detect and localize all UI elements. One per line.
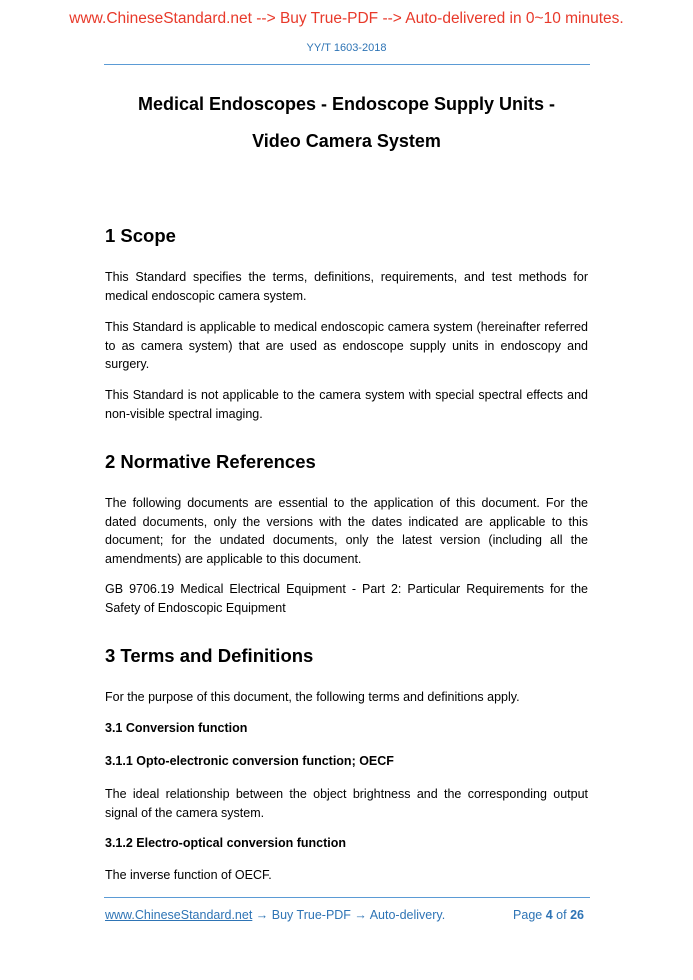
footer-divider xyxy=(104,897,590,898)
references-paragraph-2: GB 9706.19 Medical Electrical Equipment - Part 2: Particular Requirements for the Safety of Endoscopic Equipment xyxy=(105,582,588,615)
page-of: of xyxy=(556,908,567,922)
scope-paragraph-3: This Standard is not applicable to the camera system with special spectral effects and non-visible spectral imaging. xyxy=(105,388,588,421)
definition-3-1-2: The inverse function of OECF. xyxy=(105,868,272,882)
page-total: 26 xyxy=(570,908,584,922)
document-number: YY/T 1603-2018 xyxy=(306,42,387,54)
footer-trail-text: → Buy True-PDF → Auto-delivery. xyxy=(252,908,446,922)
page-indicator xyxy=(513,908,584,922)
scope-paragraph-1: This Standard specifies the terms, definitions, requirements, and test methods for medical endoscopic camera system. xyxy=(105,270,588,303)
subsection-heading-3-1-2: 3.1.2 Electro-optical conversion function xyxy=(105,836,347,850)
page-footer xyxy=(105,908,588,922)
scope-paragraph-2: This Standard is applicable to medical endoscopic camera system (hereinafter referred to as camera system) that are used as endoscope supply units in endoscopy and surgery. xyxy=(105,320,588,371)
header-divider xyxy=(104,64,590,65)
references-paragraph-1: The following documents are essential to the application of this document. For the dated documents, only the versions with the dates indicated are applicable to this document; for the undated documents, only the latest version (including all the amendments) are applicable to this document. xyxy=(105,496,588,566)
document-title-line-2: Video Camera System xyxy=(252,131,441,151)
footer-site-link[interactable]: www.ChineseStandard.net xyxy=(105,908,253,922)
terms-paragraph-1: For the purpose of this document, the following terms and definitions apply. xyxy=(105,690,520,704)
page-current: 4 xyxy=(545,908,553,922)
subsection-heading-3-1: 3.1 Conversion function xyxy=(105,721,248,735)
section-heading-normative-references: 2 Normative References xyxy=(105,451,316,472)
definition-3-1-1: The ideal relationship between the object brightness and the corresponding output signal of the camera system. xyxy=(105,787,588,820)
page-label: Page xyxy=(513,908,543,922)
section-heading-scope: 1 Scope xyxy=(105,225,176,246)
subsection-heading-3-1-1: 3.1.1 Opto-electronic conversion function; OECF xyxy=(105,754,394,768)
section-heading-terms: 3 Terms and Definitions xyxy=(105,645,314,666)
promo-banner[interactable]: www.ChineseStandard.net --> Buy True-PDF --> Auto-delivered in 0~10 minutes. xyxy=(69,10,624,27)
document-title-line-1: Medical Endoscopes - Endoscope Supply Units - xyxy=(137,94,556,114)
